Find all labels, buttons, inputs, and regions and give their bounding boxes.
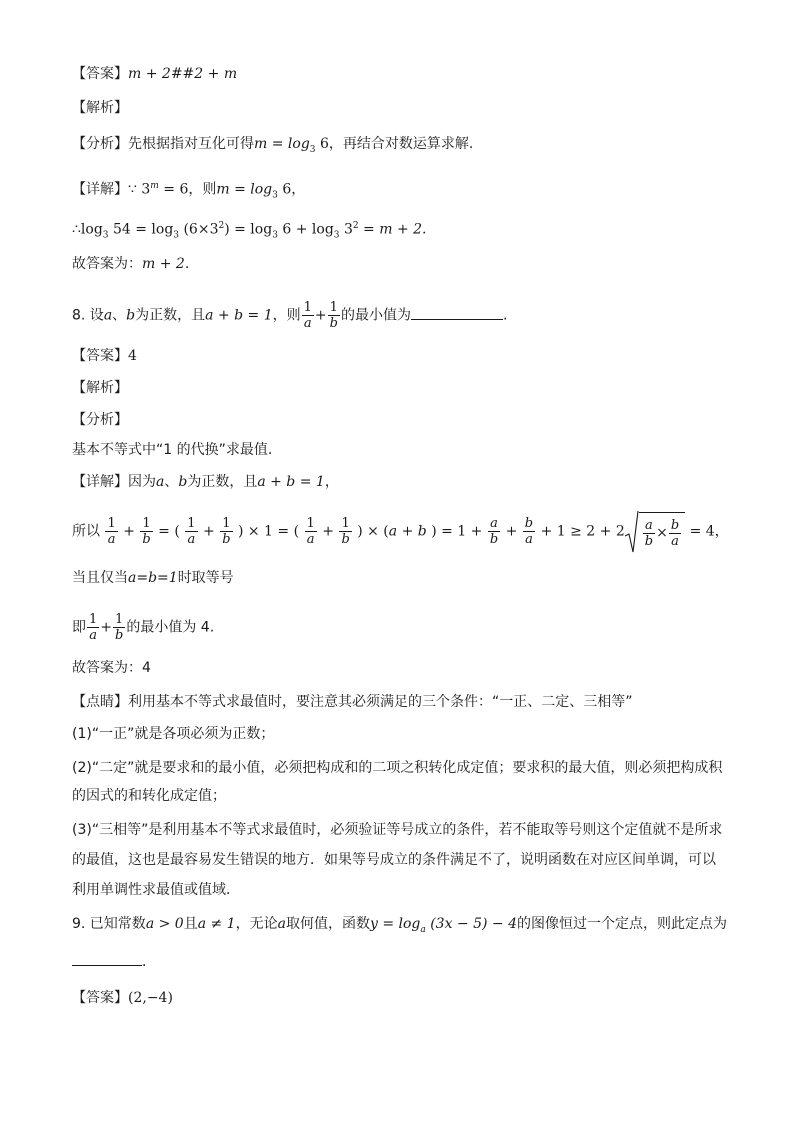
radical-sign-icon	[625, 510, 639, 554]
q-text: ，则	[272, 307, 301, 324]
denominator: b	[222, 532, 231, 547]
condition: a + b = 1	[257, 474, 325, 490]
final-end: .	[184, 256, 190, 272]
detail-tag: 【详解】	[72, 474, 128, 490]
question-9	[72, 914, 727, 940]
plus: +	[314, 307, 327, 324]
math-expr: m = log	[216, 181, 273, 198]
answer-value: (2,−4)	[128, 990, 173, 1006]
final-text: 故答案为：	[72, 256, 142, 272]
cond-text: 时取等号	[177, 570, 234, 586]
equality-condition	[72, 568, 234, 588]
question-number: 8. 设	[72, 307, 104, 324]
var-b: b	[126, 307, 136, 324]
denominator: a	[671, 533, 679, 549]
dianjing-line	[72, 692, 633, 712]
denominator: a	[187, 532, 196, 547]
frac-1-a	[87, 612, 99, 643]
denominator: a	[306, 532, 315, 547]
detail-tag: 【详解】	[72, 181, 128, 198]
math-arg: 6	[277, 181, 292, 198]
q-text: ，无论	[235, 916, 278, 932]
frac-1-a	[105, 516, 117, 547]
denominator: b	[341, 532, 350, 547]
denominator: b	[329, 316, 338, 331]
denominator: b	[489, 532, 499, 547]
item-2-line-1: (2)“二定”就是要求和的最小值，必须把构成和的二项之积转化成定值；要求积的最大值，则必须把构成积	[72, 760, 723, 776]
therefore-line	[72, 216, 427, 245]
detail-text: 为正数，且	[187, 474, 258, 490]
sep: 、	[164, 474, 179, 490]
dianjing-tag: 【点睛】	[72, 694, 128, 710]
question-number: 9. 已知常数	[72, 916, 146, 932]
question-9-blank-line	[72, 952, 156, 972]
frac-a-b	[488, 516, 500, 547]
condition: a > 0	[145, 916, 184, 932]
numerator: 1	[220, 516, 232, 532]
numerator: 1	[113, 612, 125, 628]
denominator: a	[303, 316, 312, 331]
math-sub: 3	[333, 230, 340, 241]
detail-text: ，	[291, 181, 306, 198]
item-1: (1)“一正”就是各项必须为正数；	[72, 726, 275, 742]
function-expr: y = log	[369, 916, 421, 932]
fraction-1-over-b	[328, 300, 340, 331]
item-2-line-2: 的因式的和转化成定值；	[72, 788, 226, 804]
math-part: = m + 2.	[358, 221, 427, 238]
var-a: a	[277, 916, 286, 932]
numerator: b	[524, 516, 534, 531]
detail-line-7	[72, 176, 305, 205]
numerator: 1	[328, 300, 340, 316]
analysis-text-end: ，再结合对数运算求解.	[328, 136, 474, 152]
denominator: b	[115, 628, 124, 643]
op: +	[505, 523, 518, 540]
dianjing-text: 利用基本不等式求最值时，要注意其必须满足的三个条件：“一正、二定、三相等”	[128, 694, 633, 710]
op: + 1 ≥ 2 + 2	[540, 523, 625, 540]
analysis-line-7	[72, 134, 473, 160]
op: +	[123, 523, 135, 540]
op: ) × (	[357, 523, 389, 540]
jiexi-heading: 【解析】	[72, 380, 128, 396]
answer-value: m + 2##2 + m	[128, 66, 238, 82]
denominator: a	[89, 628, 98, 643]
item-3-line-2: 的最值，这也是最容易发生错误的地方．如果等号成立的条件满足不了，说明函数在对应区间单调，可以	[72, 852, 716, 868]
op: +	[100, 619, 113, 636]
answer-tag: 【答案】	[72, 66, 128, 82]
analysis-text: 先根据指对互化可得	[128, 136, 254, 152]
denominator: b	[644, 533, 654, 549]
a-plus-b: a + b	[388, 523, 427, 540]
frac-1-b	[220, 516, 232, 547]
equation-line	[72, 512, 729, 551]
numerator: 1	[140, 516, 152, 532]
math-sub: 3	[272, 190, 278, 201]
item-3-line-1: (3)“三相等”是利用基本不等式求最值时，必须验证等号成立的条件，若不能取等号则这个定值就不是所求	[72, 822, 723, 838]
math-sup: 2	[218, 221, 225, 231]
math-part: ) = log	[224, 221, 273, 238]
sqrt-inner	[639, 512, 685, 551]
var-a: a	[156, 474, 165, 490]
math-sup: 2	[352, 221, 359, 231]
q-text: 且	[183, 916, 198, 932]
numerator: a	[488, 516, 500, 532]
frac-a-b	[643, 518, 655, 549]
frac-1-b	[339, 516, 351, 547]
detail-text: ，则	[188, 181, 217, 198]
final-math: m + 2	[142, 256, 185, 272]
q-end: ．	[142, 954, 156, 970]
var-b: b	[178, 474, 188, 490]
numerator: 1	[303, 300, 312, 315]
var-a: a	[103, 307, 113, 324]
item-3-line-3: 利用单调性求最值或值域．	[72, 882, 240, 898]
op: ) × 1 = (	[237, 523, 300, 540]
analysis-tag: 【分析】	[72, 412, 128, 428]
condition: a ≠ 1	[197, 916, 236, 932]
condition: a + b = 1	[205, 307, 273, 324]
ji-text: 的最小值为 4.	[126, 619, 215, 636]
answer-blank[interactable]	[72, 965, 142, 966]
op: ×	[656, 525, 668, 541]
op: = 4，	[689, 523, 729, 540]
cond-text: 当且仅当	[72, 570, 128, 586]
denominator: b	[142, 532, 151, 547]
denominator: a	[107, 532, 116, 547]
frac-1-a	[305, 516, 317, 547]
answer-tag: 【答案】	[72, 348, 128, 364]
numerator: 1	[187, 516, 196, 531]
op: +	[203, 523, 215, 540]
answer-line-9	[72, 988, 173, 1008]
math-part: 54 = log	[108, 221, 174, 238]
math-expr: ∵ 3	[128, 181, 151, 198]
op: = (	[158, 523, 180, 540]
numerator: 1	[306, 516, 315, 531]
answer-blank[interactable]	[411, 319, 503, 320]
cond-math: a=b=1	[128, 570, 178, 586]
numerator: 1	[107, 516, 116, 531]
math-sub: 3	[173, 230, 180, 241]
math-sub: 3	[102, 230, 109, 241]
math-part: (6×3	[179, 221, 219, 238]
min-value-line	[72, 612, 214, 643]
final-line-7	[72, 254, 189, 274]
math-expr: = 6	[158, 181, 189, 198]
frac-1-b	[113, 612, 125, 643]
math-part: 3	[339, 221, 353, 238]
detail-line-8	[72, 472, 339, 492]
q-text: 的最小值为	[340, 307, 411, 324]
math-part: 6 + log	[277, 221, 334, 238]
math-arg: 6	[315, 136, 329, 152]
frac-b-a	[669, 518, 681, 549]
math-part: ∴log	[72, 221, 103, 238]
q-end: .	[502, 307, 508, 324]
q-text: 的图像恒过一个定点，则此定点为	[517, 916, 728, 932]
ji-text: 即	[72, 619, 86, 636]
sqrt-expr	[625, 512, 685, 551]
jiexi-heading: 【解析】	[72, 100, 128, 116]
answer-value: 4	[128, 348, 137, 364]
numerator: a	[643, 518, 655, 534]
fraction-1-over-a	[302, 300, 314, 331]
function-expr: (3x − 5) − 4	[425, 916, 518, 932]
detail-text: ，	[324, 474, 339, 490]
sep: 、	[112, 307, 127, 324]
math-sub: 3	[309, 144, 316, 155]
q-text: 为正数，且	[135, 307, 206, 324]
detail-text: 因为	[128, 474, 156, 490]
frac-1-b	[140, 516, 152, 547]
op: +	[322, 523, 334, 540]
numerator: 1	[339, 516, 351, 532]
answer-tag: 【答案】	[72, 990, 128, 1006]
op: ) = 1 +	[431, 523, 483, 540]
frac-b-a	[523, 516, 535, 547]
question-8	[72, 300, 507, 331]
answer-line-8	[72, 346, 137, 366]
analysis-body: 基本不等式中“1 的代换”求最值.	[72, 442, 273, 458]
frac-1-a	[185, 516, 197, 547]
numerator: b	[670, 517, 680, 533]
math-sup: m	[150, 181, 159, 191]
analysis-tag: 【分析】	[72, 136, 128, 152]
final-line-8: 故答案为：4	[72, 660, 151, 676]
answer-line-7	[72, 64, 237, 84]
math-sub: a	[420, 924, 426, 935]
math-sub: 3	[272, 230, 278, 241]
denominator: a	[525, 532, 533, 547]
q-text: 取何值，函数	[285, 916, 370, 932]
numerator: 1	[89, 612, 98, 627]
so-text: 所以	[72, 523, 100, 540]
math-expr: m = log	[254, 136, 310, 152]
